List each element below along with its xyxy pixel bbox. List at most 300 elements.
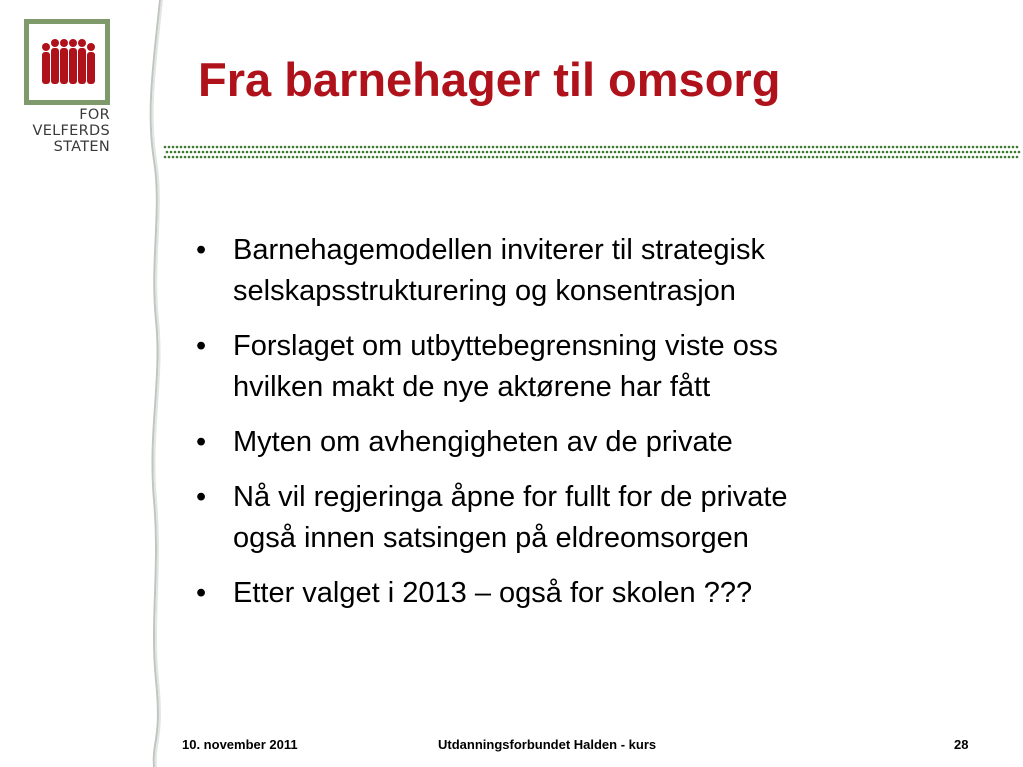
divider-dot xyxy=(906,151,909,154)
person-body-shape xyxy=(69,48,77,84)
divider-dot xyxy=(878,151,881,154)
divider-dot xyxy=(768,156,771,159)
person-head-shape xyxy=(42,43,50,51)
divider-dot xyxy=(842,151,845,154)
divider-dot xyxy=(770,151,773,154)
divider-dot xyxy=(166,151,169,154)
divider-dot xyxy=(988,156,991,159)
divider-dot xyxy=(764,156,767,159)
divider-dot xyxy=(520,146,523,149)
divider-dot xyxy=(1002,151,1005,154)
divider-dot xyxy=(972,146,975,149)
bullet-marker: • xyxy=(196,426,207,458)
bullet-text-line-1: Barnehagemodellen inviterer til strategisk xyxy=(233,234,765,266)
logo-line-3: STATEN xyxy=(53,139,110,155)
divider-dot xyxy=(168,156,171,159)
divider-dot xyxy=(1008,156,1011,159)
divider-dot xyxy=(194,151,197,154)
divider-dot xyxy=(1016,146,1019,149)
divider-dot xyxy=(288,146,291,149)
divider-dot xyxy=(624,146,627,149)
divider-dot xyxy=(304,146,307,149)
divider-dot xyxy=(868,156,871,159)
divider-dot xyxy=(164,146,167,149)
divider-dot xyxy=(240,146,243,149)
divider-dot xyxy=(880,156,883,159)
divider-dot xyxy=(300,146,303,149)
divider-dot xyxy=(644,146,647,149)
divider-dot xyxy=(224,156,227,159)
divider-dot xyxy=(272,156,275,159)
bullet-text-line-1: Forslaget om utbyttebegrensning viste oss xyxy=(233,330,778,362)
divider-dot xyxy=(268,156,271,159)
divider-dot xyxy=(688,146,691,149)
divider-dot xyxy=(448,146,451,149)
divider-dot xyxy=(420,146,423,149)
person-body-shape xyxy=(78,48,86,84)
divider-dot xyxy=(794,151,797,154)
divider-dot xyxy=(672,146,675,149)
divider-dot xyxy=(182,151,185,154)
divider-dot xyxy=(306,151,309,154)
divider-dot xyxy=(282,151,285,154)
divider-dot xyxy=(1000,156,1003,159)
divider-dot xyxy=(294,151,297,154)
divider-dot xyxy=(900,156,903,159)
divider-dot xyxy=(650,151,653,154)
divider-dot xyxy=(996,146,999,149)
divider-dot xyxy=(776,146,779,149)
divider-dot xyxy=(564,156,567,159)
divider-dot xyxy=(732,146,735,149)
divider-dot xyxy=(728,146,731,149)
divider-dot xyxy=(254,151,257,154)
divider-dot xyxy=(500,156,503,159)
divider-dot xyxy=(544,146,547,149)
bullet-text-line-1: Nå vil regjeringa åpne for fullt for de private xyxy=(233,481,788,513)
divider-dot xyxy=(184,146,187,149)
divider-dot xyxy=(776,156,779,159)
divider-dot xyxy=(308,146,311,149)
divider-dot xyxy=(996,156,999,159)
divider-dot xyxy=(582,151,585,154)
divider-dot xyxy=(610,151,613,154)
divider-dot xyxy=(924,146,927,149)
divider-dot xyxy=(278,151,281,154)
divider-dot xyxy=(428,156,431,159)
divider-dot xyxy=(412,156,415,159)
divider-dot xyxy=(470,151,473,154)
divider-dot xyxy=(814,151,817,154)
divider-dot xyxy=(686,151,689,154)
page-number: 28 xyxy=(954,737,969,752)
divider-dot xyxy=(534,151,537,154)
divider-dot xyxy=(510,151,513,154)
divider-dot xyxy=(648,146,651,149)
divider-dot xyxy=(684,156,687,159)
divider-dot xyxy=(938,151,941,154)
divider-dot xyxy=(920,156,923,159)
divider-dot xyxy=(826,151,829,154)
divider-dot xyxy=(358,151,361,154)
divider-dot xyxy=(682,151,685,154)
divider-dot xyxy=(740,146,743,149)
divider-dot xyxy=(696,156,699,159)
divider-dot xyxy=(584,156,587,159)
divider-dot xyxy=(692,156,695,159)
divider-dot xyxy=(974,151,977,154)
bullet-text-line-2: også innen satsingen på eldreomsorgen xyxy=(233,522,749,554)
divider-dot xyxy=(200,146,203,149)
decorative-side-line xyxy=(140,0,180,767)
divider-dot xyxy=(724,156,727,159)
divider-dot xyxy=(680,146,683,149)
divider-dot xyxy=(836,156,839,159)
divider-dot xyxy=(202,151,205,154)
divider-dot xyxy=(296,156,299,159)
divider-dot xyxy=(998,151,1001,154)
divider-dot xyxy=(904,146,907,149)
divider-dot xyxy=(544,156,547,159)
divider-dot xyxy=(298,151,301,154)
divider-dot xyxy=(756,156,759,159)
divider-dot xyxy=(760,146,763,149)
divider-dot xyxy=(390,151,393,154)
divider-dot xyxy=(568,156,571,159)
divider-dot xyxy=(400,146,403,149)
divider-dot xyxy=(788,156,791,159)
divider-dot xyxy=(488,146,491,149)
divider-dot xyxy=(602,151,605,154)
divider-dot xyxy=(350,151,353,154)
divider-dot xyxy=(848,146,851,149)
divider-dot xyxy=(542,151,545,154)
divider-dot xyxy=(726,151,729,154)
divider-dot xyxy=(830,151,833,154)
divider-dot xyxy=(628,156,631,159)
divider-dot xyxy=(570,151,573,154)
divider-dot xyxy=(618,151,621,154)
divider-dot xyxy=(600,156,603,159)
divider-dot xyxy=(528,146,531,149)
divider-dot xyxy=(312,156,315,159)
divider-dot xyxy=(230,151,233,154)
divider-dot xyxy=(344,146,347,149)
divider-dot xyxy=(434,151,437,154)
divider-dot xyxy=(208,156,211,159)
divider-dot xyxy=(572,156,575,159)
divider-dot xyxy=(784,156,787,159)
divider-dot xyxy=(828,156,831,159)
divider-dot xyxy=(392,146,395,149)
divider-dot xyxy=(314,151,317,154)
divider-dot xyxy=(490,151,493,154)
divider-dot xyxy=(176,146,179,149)
divider-dot xyxy=(484,146,487,149)
divider-dot xyxy=(332,146,335,149)
divider-dot xyxy=(574,151,577,154)
divider-dot xyxy=(404,156,407,159)
divider-dot xyxy=(382,151,385,154)
divider-dot xyxy=(242,151,245,154)
divider-dot xyxy=(892,156,895,159)
divider-dot xyxy=(372,156,375,159)
divider-dot xyxy=(746,151,749,154)
divider-dot xyxy=(346,151,349,154)
divider-dot xyxy=(196,156,199,159)
divider-dot xyxy=(838,151,841,154)
divider-dot xyxy=(738,151,741,154)
divider-dot xyxy=(824,146,827,149)
divider-dot xyxy=(546,151,549,154)
divider-dot xyxy=(276,156,279,159)
divider-dot xyxy=(326,151,329,154)
divider-dot xyxy=(940,146,943,149)
divider-dot xyxy=(702,151,705,154)
divider-dot xyxy=(962,151,965,154)
divider-dot xyxy=(916,156,919,159)
divider-dot xyxy=(804,146,807,149)
divider-dot xyxy=(488,156,491,159)
divider-dot xyxy=(352,146,355,149)
divider-dot xyxy=(536,156,539,159)
divider-dot xyxy=(330,151,333,154)
divider-dot xyxy=(532,156,535,159)
divider-dot xyxy=(240,156,243,159)
divider-dot xyxy=(180,156,183,159)
divider-dot xyxy=(430,151,433,154)
person-body-shape xyxy=(51,48,59,84)
divider-dot xyxy=(384,146,387,149)
divider-dot xyxy=(956,156,959,159)
divider-dot xyxy=(318,151,321,154)
divider-dot xyxy=(864,156,867,159)
divider-dot xyxy=(608,156,611,159)
person-body-shape xyxy=(60,48,68,84)
divider-dot xyxy=(280,146,283,149)
divider-dot xyxy=(612,156,615,159)
divider-dot xyxy=(414,151,417,154)
divider-dot xyxy=(222,151,225,154)
divider-dot xyxy=(844,156,847,159)
divider-dot xyxy=(292,146,295,149)
divider-dot xyxy=(608,146,611,149)
divider-dot xyxy=(758,151,761,154)
divider-dot xyxy=(614,151,617,154)
divider-dot xyxy=(458,151,461,154)
divider-dot xyxy=(948,156,951,159)
divider-dot xyxy=(520,156,523,159)
divider-dot xyxy=(420,156,423,159)
divider-dot xyxy=(336,146,339,149)
divider-dot xyxy=(260,146,263,149)
divider-dot xyxy=(338,151,341,154)
divider-dot xyxy=(284,146,287,149)
divider-dot xyxy=(920,146,923,149)
divider-dot xyxy=(484,156,487,159)
divider-dot xyxy=(676,156,679,159)
divider-dot xyxy=(874,151,877,154)
divider-dot xyxy=(806,151,809,154)
divider-dot xyxy=(948,146,951,149)
divider-dot xyxy=(336,156,339,159)
divider-dot xyxy=(1008,146,1011,149)
divider-dot xyxy=(592,146,595,149)
divider-dot xyxy=(366,151,369,154)
divider-dot xyxy=(980,156,983,159)
divider-dot xyxy=(870,151,873,154)
divider-dot xyxy=(538,151,541,154)
divider-dot xyxy=(300,156,303,159)
divider-dot xyxy=(384,156,387,159)
divider-dot xyxy=(576,146,579,149)
divider-dot xyxy=(274,151,277,154)
divider-dot xyxy=(936,156,939,159)
divider-dot xyxy=(696,146,699,149)
divider-dot xyxy=(586,151,589,154)
divider-dot xyxy=(808,146,811,149)
divider-dot xyxy=(622,151,625,154)
divider-dot xyxy=(612,146,615,149)
divider-dot xyxy=(188,156,191,159)
divider-dot xyxy=(378,151,381,154)
divider-dot xyxy=(436,146,439,149)
divider-dot xyxy=(452,156,455,159)
divider-dot xyxy=(560,156,563,159)
divider-dot xyxy=(234,151,237,154)
divider-dot xyxy=(990,151,993,154)
divider-dot xyxy=(220,146,223,149)
divider-dot xyxy=(472,156,475,159)
divider-dot xyxy=(402,151,405,154)
divider-dot xyxy=(332,156,335,159)
divider-dot xyxy=(942,151,945,154)
divider-dot xyxy=(856,156,859,159)
divider-dot xyxy=(800,146,803,149)
divider-dot xyxy=(820,146,823,149)
divider-dot xyxy=(554,151,557,154)
divider-dot xyxy=(970,151,973,154)
divider-dot xyxy=(648,156,651,159)
divider-dot xyxy=(428,146,431,149)
for-velferdsstaten-logo xyxy=(24,19,110,161)
divider-dot xyxy=(536,146,539,149)
divider-dot xyxy=(588,156,591,159)
divider-dot xyxy=(340,156,343,159)
divider-dot xyxy=(236,156,239,159)
divider-dot xyxy=(766,151,769,154)
divider-dot xyxy=(578,151,581,154)
divider-dot xyxy=(344,156,347,159)
divider-dot xyxy=(978,151,981,154)
divider-dot xyxy=(482,151,485,154)
divider-dot xyxy=(912,156,915,159)
logo-wordmark xyxy=(24,107,110,155)
divider-dot xyxy=(466,151,469,154)
divider-dot xyxy=(266,151,269,154)
divider-dot xyxy=(780,156,783,159)
divider-dot xyxy=(704,156,707,159)
divider-dot xyxy=(356,156,359,159)
divider-dot xyxy=(494,151,497,154)
divider-dot xyxy=(858,151,861,154)
divider-dot xyxy=(286,151,289,154)
divider-dot xyxy=(706,151,709,154)
bullet-text-line-1: Myten om avhengigheten av de private xyxy=(233,426,733,458)
divider-dot xyxy=(656,156,659,159)
divider-dot xyxy=(684,146,687,149)
divider-dot xyxy=(680,156,683,159)
divider-dot xyxy=(934,151,937,154)
divider-dot xyxy=(656,146,659,149)
divider-dot xyxy=(468,156,471,159)
divider-dot xyxy=(894,151,897,154)
divider-dot xyxy=(562,151,565,154)
divider-dot xyxy=(260,156,263,159)
divider-dot xyxy=(946,151,949,154)
divider-dot xyxy=(370,151,373,154)
divider-dot xyxy=(288,156,291,159)
divider-dot xyxy=(412,146,415,149)
divider-dot xyxy=(714,151,717,154)
divider-dot xyxy=(272,146,275,149)
divider-dot xyxy=(700,156,703,159)
divider-dot xyxy=(566,151,569,154)
divider-dot xyxy=(524,146,527,149)
divider-dot xyxy=(952,146,955,149)
divider-dot xyxy=(984,156,987,159)
divider-dot xyxy=(580,156,583,159)
divider-dot xyxy=(396,146,399,149)
divider-dot xyxy=(732,156,735,159)
divider-dot xyxy=(664,156,667,159)
divider-dot xyxy=(354,151,357,154)
divider-dot xyxy=(376,146,379,149)
divider-dot xyxy=(742,151,745,154)
divider-dot xyxy=(460,146,463,149)
divider-dot xyxy=(836,146,839,149)
divider-dot xyxy=(1016,156,1019,159)
divider-dot xyxy=(340,146,343,149)
divider-dot xyxy=(786,151,789,154)
divider-dot xyxy=(960,156,963,159)
divider-dot xyxy=(762,151,765,154)
divider-dot xyxy=(768,146,771,149)
divider-dot xyxy=(640,156,643,159)
divider-dot xyxy=(658,151,661,154)
divider-dot xyxy=(302,151,305,154)
divider-dot xyxy=(398,151,401,154)
bullet-marker: • xyxy=(196,330,207,362)
divider-dot xyxy=(320,146,323,149)
divider-dot xyxy=(304,156,307,159)
person-head-shape xyxy=(87,43,95,51)
divider-dot xyxy=(754,151,757,154)
divider-dot xyxy=(798,151,801,154)
divider-dot xyxy=(988,146,991,149)
divider-dot xyxy=(710,151,713,154)
divider-dot xyxy=(296,146,299,149)
divider-dot xyxy=(392,156,395,159)
divider-dot xyxy=(884,156,887,159)
divider-dot xyxy=(604,146,607,149)
divider-dot xyxy=(178,151,181,154)
divider-dot xyxy=(812,146,815,149)
divider-dot xyxy=(432,156,435,159)
person-head-shape xyxy=(69,39,77,47)
divider-dot xyxy=(956,146,959,149)
divider-dot xyxy=(724,146,727,149)
